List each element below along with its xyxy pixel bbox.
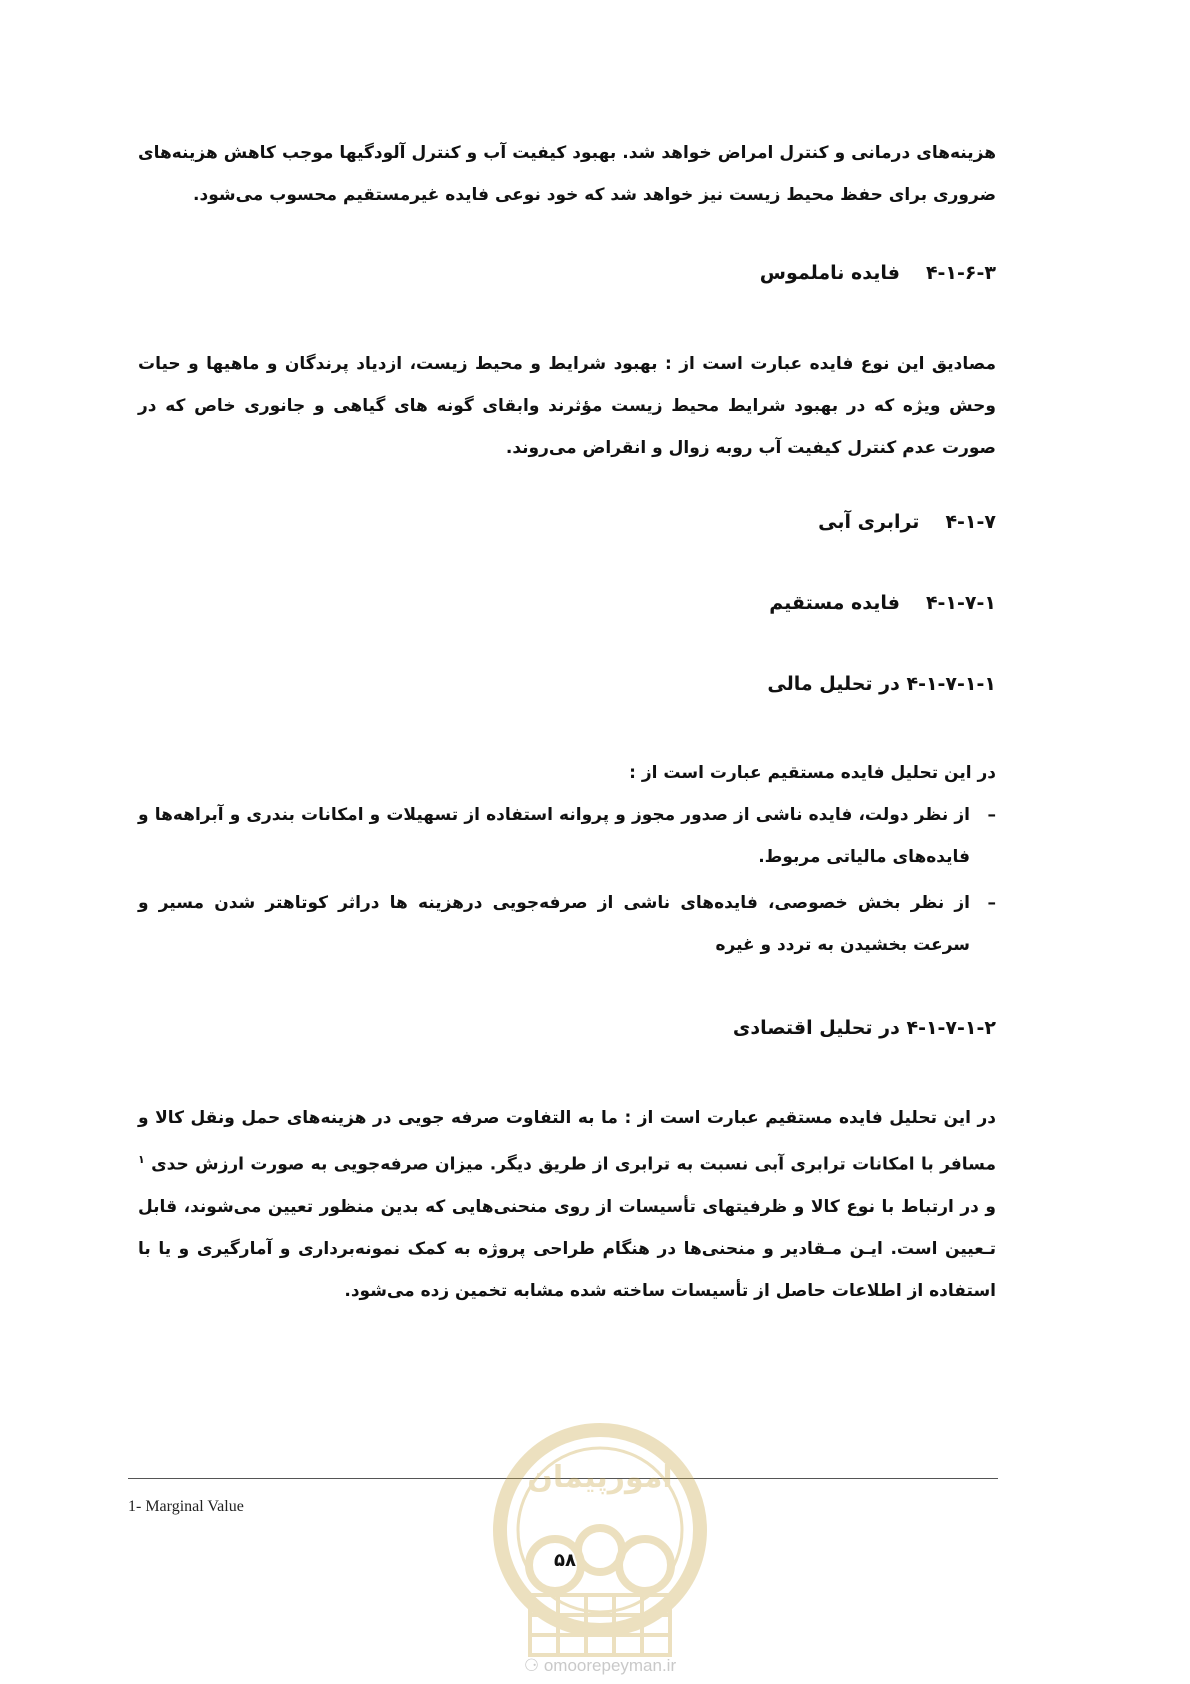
bullet-dash: – bbox=[987, 893, 996, 913]
footnote: 1- Marginal Value bbox=[128, 1498, 244, 1515]
watermark-site bbox=[490, 1656, 710, 1676]
watermark-site-text: omoorepeyman.ir bbox=[543, 1656, 677, 1675]
heading-title: فایده ناملموس bbox=[759, 262, 900, 284]
paragraph-text-part2: و در ارتباط با نوع کالا و ظرفیتهای تأسیسات از روی منحنی‌هایی که بدین منظور تعیین می‌شوند، قابل تـعیین است. ایـن مـقادیر و منحنی‌ها در هنگام طراحی پروژه به کمک نمونه‌برداری و آمارگیری و یا با استفاده از اطلاعات حاصل از تأسیسات ساخته شده مشابه تخمین زده می‌شود. bbox=[138, 1196, 996, 1301]
heading-water-transport bbox=[138, 511, 996, 533]
heading-number: ۴-۱-۷ bbox=[945, 511, 996, 533]
bullet-text: از نظر بخش خصوصی، فایده‌های ناشی از صرفه‌جویی درهزینه ها دراثر کوتاهتر شدن مسیر و سرعت بخشیدن به تردد و غیره bbox=[138, 893, 970, 955]
bullet-item-government bbox=[138, 794, 996, 878]
bullet-text: از نظر دولت، فایده ناشی از صدور مجوز و پروانه استفاده از تسهیلات و امکانات بندری و آبراهه‌ها و فایده‌های مالیاتی مربوط. bbox=[138, 805, 970, 867]
heading-direct-benefit bbox=[138, 592, 996, 614]
watermark-logo-text: امورپیمان bbox=[527, 1460, 673, 1495]
globe-icon: ⚆ bbox=[523, 1656, 540, 1675]
heading-number: ۴-۱-۷-۱ bbox=[925, 592, 996, 614]
paragraph-financial-intro: در این تحلیل فایده مستقیم عبارت است از : bbox=[629, 763, 996, 783]
paragraph-text-part1: در این تحلیل فایده مستقیم عبارت است از : ما به التفاوت صرفه جویی در هزینه‌های حمل ونقل کالا و مسافر با امکانات ترابری آبی نسبت به ترابری از طریق دیگر. میزان صرفه‌جویی به صورت ارزش حدی bbox=[138, 1108, 996, 1175]
paragraph-health-costs: هزینه‌های درمانی و کنترل امراض خواهد شد. بهبود کیفیت آب و کنترل آلودگیها موجب کاهش هزینه‌های ضروری برای حفظ محیط زیست نیز خواهد شد که خود نوعی فایده غیرمستقیم محسوب می‌شود. bbox=[138, 143, 996, 205]
heading-number: ۴-۱-۶-۳ bbox=[925, 262, 996, 284]
bullet-dash: – bbox=[987, 805, 996, 825]
paragraph-economic-benefit bbox=[138, 1097, 996, 1312]
heading-financial-analysis: ۴-۱-۷-۱-۱ در تحلیل مالی bbox=[767, 673, 996, 695]
heading-title: ترابری آبی bbox=[818, 511, 920, 533]
paragraph-intangible-examples: مصادیق این نوع فایده عبارت است از : بهبود شرایط و محیط زیست، ازدیاد پرندگان و ماهیها و حیات وحش ویژه که در بهبود شرایط محیط زیست مؤثرند وابقای گونه های گیاهی و جانوری خاص که در صورت عدم کنترل کیفیت آب روبه زوال و انقراض می‌روند. bbox=[138, 354, 996, 458]
watermark-gear-right bbox=[619, 1539, 671, 1591]
heading-intangible-benefit bbox=[138, 262, 996, 284]
heading-title: فایده مستقیم bbox=[769, 592, 900, 614]
bullet-item-private-sector bbox=[138, 882, 996, 966]
page-number: ۵۸ bbox=[554, 1550, 576, 1571]
footnote-marker: ۱ bbox=[138, 1153, 145, 1166]
heading-economic-analysis: ۴-۱-۷-۱-۲ در تحلیل اقتصادی bbox=[732, 1017, 996, 1039]
watermark-logo bbox=[485, 1415, 715, 1670]
